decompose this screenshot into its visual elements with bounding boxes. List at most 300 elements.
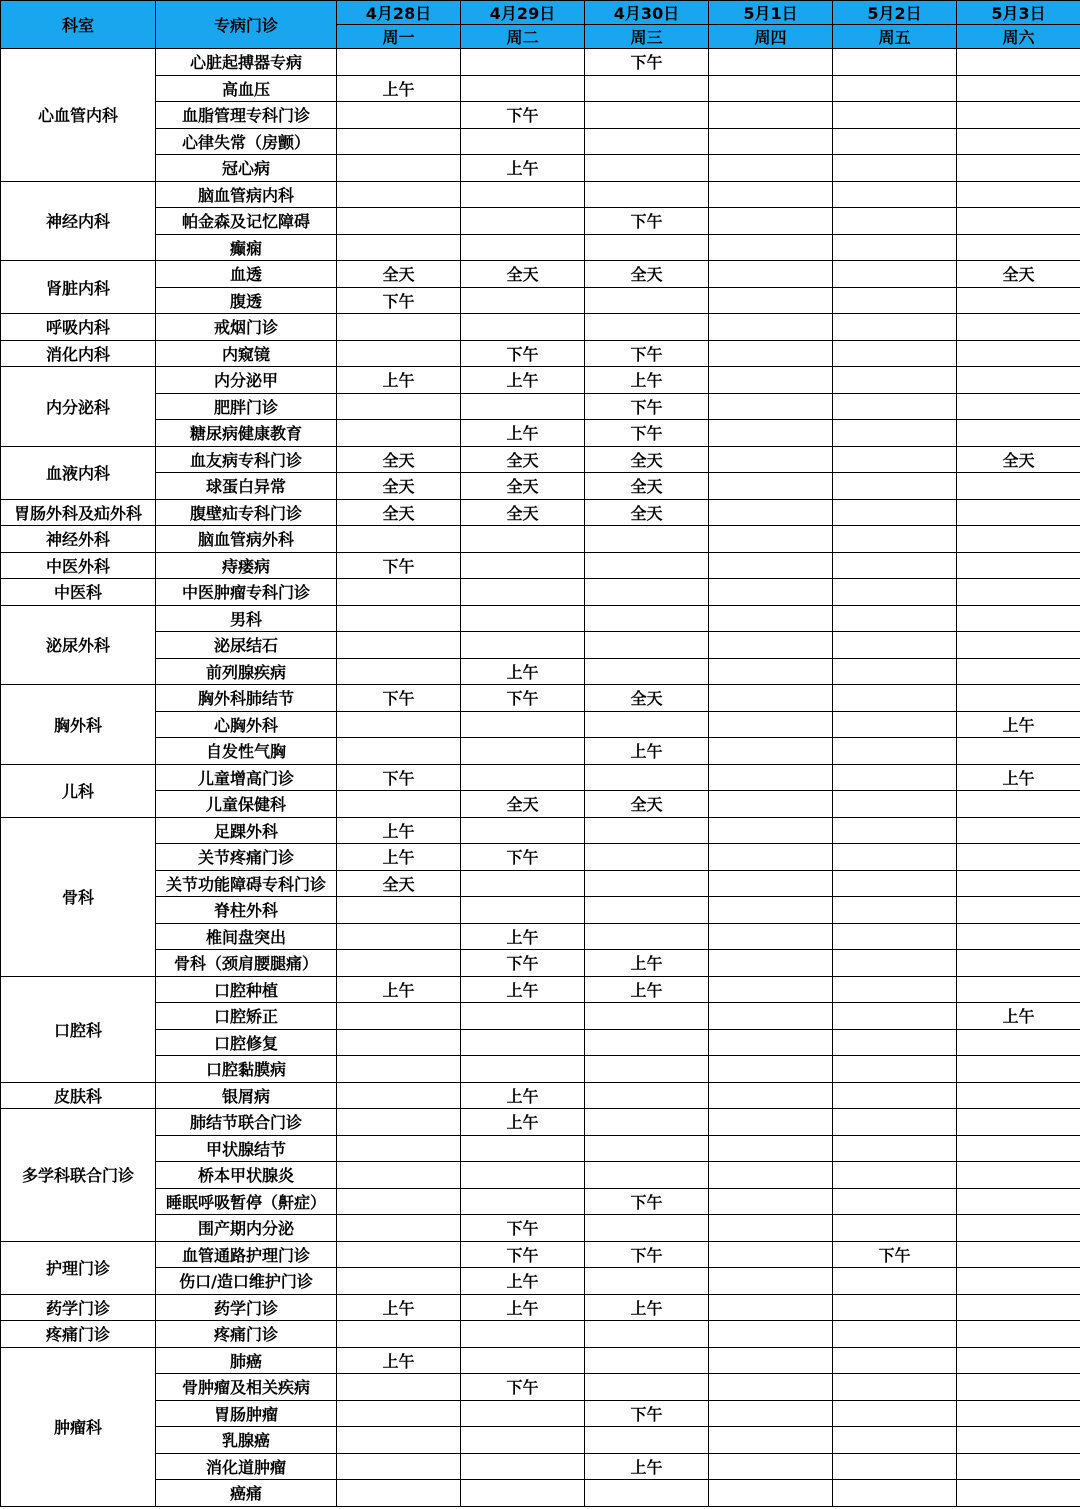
schedule-slot-cell [957,1162,1080,1189]
department-cell: 血液内科 [1,446,156,499]
clinic-cell: 糖尿病健康教育 [156,420,337,447]
schedule-slot-cell: 下午 [461,685,585,712]
schedule-slot-cell: 上午 [585,1294,709,1321]
schedule-slot-cell [461,897,585,924]
schedule-slot-cell [709,526,833,553]
table-row [1,1480,1080,1507]
schedule-slot-cell: 上午 [461,1294,585,1321]
schedule-slot-cell [461,234,585,261]
schedule-slot-cell: 下午 [585,340,709,367]
clinic-cell: 血透 [156,261,337,288]
schedule-slot-cell [461,1188,585,1215]
schedule-slot-cell: 上午 [585,1453,709,1480]
schedule-slot-cell [709,711,833,738]
schedule-slot-cell [585,1003,709,1030]
schedule-slot-cell [709,208,833,235]
schedule-slot-cell: 全天 [337,499,461,526]
schedule-slot-cell [957,685,1080,712]
schedule-slot-cell: 上午 [461,155,585,182]
table-row [1,1241,1080,1268]
schedule-slot-cell [709,579,833,606]
table-row [1,181,1080,208]
schedule-slot-cell [957,1135,1080,1162]
table-row [1,1082,1080,1109]
schedule-slot-cell [957,1347,1080,1374]
schedule-slot-cell: 全天 [461,473,585,500]
schedule-slot-cell [833,1082,957,1109]
schedule-slot-cell [337,1480,461,1507]
schedule-slot-cell: 上午 [461,420,585,447]
schedule-slot-cell: 上午 [337,1294,461,1321]
schedule-slot-cell [585,1347,709,1374]
table-row [1,1268,1080,1295]
clinic-cell: 肥胖门诊 [156,393,337,420]
schedule-slot-cell [833,1347,957,1374]
table-header [1,1,1080,49]
schedule-slot-cell [461,1347,585,1374]
schedule-slot-cell [833,1268,957,1295]
schedule-slot-cell [709,1241,833,1268]
clinic-cell: 乳腺癌 [156,1427,337,1454]
schedule-slot-cell [337,181,461,208]
clinic-cell: 消化道肿瘤 [156,1453,337,1480]
schedule-slot-cell [585,314,709,341]
schedule-slot-cell [833,817,957,844]
clinic-cell: 桥本甲状腺炎 [156,1162,337,1189]
clinic-cell: 脊柱外科 [156,897,337,924]
date-header: 4月28日 [337,1,461,25]
schedule-slot-cell: 下午 [461,340,585,367]
schedule-slot-cell [461,208,585,235]
clinic-cell: 儿童增高门诊 [156,764,337,791]
schedule-slot-cell [461,605,585,632]
schedule-slot-cell [337,791,461,818]
schedule-slot-cell [461,764,585,791]
schedule-slot-cell [833,658,957,685]
schedule-slot-cell [337,1056,461,1083]
schedule-slot-cell: 下午 [585,393,709,420]
table-row [1,579,1080,606]
schedule-slot-cell: 下午 [585,49,709,76]
clinic-cell: 自发性气胸 [156,738,337,765]
table-row [1,950,1080,977]
schedule-slot-cell [585,1056,709,1083]
date-header: 5月1日 [709,1,833,25]
schedule-slot-cell [585,870,709,897]
schedule-slot-cell [461,1480,585,1507]
schedule-slot-cell [709,976,833,1003]
schedule-slot-cell [461,738,585,765]
schedule-slot-cell [709,102,833,129]
schedule-slot-cell [833,764,957,791]
department-cell: 内分泌科 [1,367,156,447]
department-cell: 肿瘤科 [1,1347,156,1506]
schedule-slot-cell [585,155,709,182]
schedule-slot-cell: 上午 [337,976,461,1003]
schedule-slot-cell [833,314,957,341]
schedule-slot-cell [337,155,461,182]
department-cell: 药学门诊 [1,1294,156,1321]
clinic-cell: 椎间盘突出 [156,923,337,950]
schedule-slot-cell [957,234,1080,261]
schedule-body [1,49,1080,1507]
schedule-slot-cell: 上午 [585,738,709,765]
table-row [1,446,1080,473]
schedule-slot-cell [957,817,1080,844]
schedule-slot-cell [833,1135,957,1162]
schedule-slot-cell [709,367,833,394]
schedule-slot-cell [957,1453,1080,1480]
schedule-slot-cell [585,711,709,738]
schedule-slot-cell [833,1215,957,1242]
table-row [1,1188,1080,1215]
department-cell: 骨科 [1,817,156,976]
schedule-slot-cell: 下午 [461,102,585,129]
schedule-slot-cell [709,950,833,977]
schedule-slot-cell [337,658,461,685]
clinic-cell: 胃肠肿瘤 [156,1400,337,1427]
schedule-slot-cell [833,1109,957,1136]
clinic-cell: 内窥镜 [156,340,337,367]
schedule-slot-cell: 上午 [337,1347,461,1374]
table-row [1,711,1080,738]
schedule-slot-cell: 下午 [337,685,461,712]
schedule-slot-cell [337,579,461,606]
schedule-slot-cell [585,923,709,950]
table-row [1,75,1080,102]
table-row [1,897,1080,924]
clinic-cell: 帕金森及记忆障碍 [156,208,337,235]
clinic-cell: 口腔种植 [156,976,337,1003]
date-header: 4月30日 [585,1,709,25]
schedule-slot-cell [957,499,1080,526]
schedule-slot-cell [833,1374,957,1401]
schedule-slot-cell [337,1374,461,1401]
schedule-slot-cell [337,208,461,235]
schedule-slot-cell [957,473,1080,500]
schedule-slot-cell [957,128,1080,155]
table-row [1,1135,1080,1162]
clinic-cell: 脑血管病内科 [156,181,337,208]
clinic-cell: 脑血管病外科 [156,526,337,553]
schedule-slot-cell [585,658,709,685]
schedule-slot-cell [461,287,585,314]
clinic-cell: 骨科（颈肩腰腿痛） [156,950,337,977]
department-cell: 中医科 [1,579,156,606]
schedule-slot-cell [833,1427,957,1454]
table-row [1,49,1080,76]
clinic-cell: 腹透 [156,287,337,314]
schedule-slot-cell: 下午 [585,1241,709,1268]
table-row [1,155,1080,182]
clinic-cell: 癫痫 [156,234,337,261]
schedule-slot-cell [585,1135,709,1162]
schedule-slot-cell [709,1374,833,1401]
table-row [1,420,1080,447]
schedule-slot-cell: 全天 [461,446,585,473]
department-cell: 胃肠外科及疝外科 [1,499,156,526]
schedule-slot-cell: 下午 [833,1241,957,1268]
schedule-slot-cell [337,1029,461,1056]
schedule-slot-cell [833,1294,957,1321]
weekday-header: 周四 [709,25,833,49]
schedule-slot-cell [585,632,709,659]
schedule-slot-cell: 全天 [957,446,1080,473]
schedule-slot-cell [709,1321,833,1348]
clinic-cell: 中医肿瘤专科门诊 [156,579,337,606]
schedule-slot-cell: 全天 [957,261,1080,288]
schedule-slot-cell [585,1215,709,1242]
schedule-slot-cell [461,1321,585,1348]
schedule-slot-cell [833,1453,957,1480]
schedule-slot-cell [337,897,461,924]
table-row [1,128,1080,155]
schedule-slot-cell [833,181,957,208]
schedule-slot-cell: 上午 [461,976,585,1003]
clinic-cell: 银屑病 [156,1082,337,1109]
schedule-slot-cell [957,897,1080,924]
table-row [1,976,1080,1003]
schedule-slot-cell [957,287,1080,314]
schedule-slot-cell [709,1188,833,1215]
schedule-slot-cell [957,658,1080,685]
date-header: 5月3日 [957,1,1080,25]
clinic-cell: 骨肿瘤及相关疾病 [156,1374,337,1401]
department-cell: 神经内科 [1,181,156,261]
schedule-slot-cell [461,75,585,102]
schedule-slot-cell [709,393,833,420]
schedule-slot-cell [957,1294,1080,1321]
clinic-cell: 高血压 [156,75,337,102]
schedule-slot-cell [709,446,833,473]
schedule-slot-cell: 上午 [337,844,461,871]
schedule-slot-cell [461,817,585,844]
schedule-slot-cell: 全天 [585,685,709,712]
schedule-slot-cell [833,261,957,288]
schedule-slot-cell: 上午 [957,1003,1080,1030]
schedule-slot-cell [585,102,709,129]
schedule-slot-cell [585,181,709,208]
schedule-slot-cell: 下午 [585,1188,709,1215]
schedule-slot-cell [585,579,709,606]
schedule-slot-cell [957,393,1080,420]
table-row [1,1003,1080,1030]
schedule-slot-cell [957,1374,1080,1401]
schedule-slot-cell [337,128,461,155]
schedule-slot-cell [337,632,461,659]
clinic-cell: 足踝外科 [156,817,337,844]
schedule-slot-cell [833,976,957,1003]
department-cell: 胸外科 [1,685,156,765]
schedule-slot-cell [709,155,833,182]
schedule-slot-cell [833,287,957,314]
department-cell: 多学科联合门诊 [1,1109,156,1242]
department-cell: 神经外科 [1,526,156,553]
schedule-slot-cell [585,526,709,553]
weekday-header: 周二 [461,25,585,49]
schedule-slot-cell: 上午 [461,923,585,950]
department-cell: 口腔科 [1,976,156,1082]
table-row [1,605,1080,632]
schedule-slot-cell [833,552,957,579]
schedule-slot-cell [337,1241,461,1268]
clinic-cell: 内分泌甲 [156,367,337,394]
schedule-slot-cell: 下午 [461,950,585,977]
schedule-slot-cell [833,1188,957,1215]
schedule-slot-cell [957,1268,1080,1295]
schedule-slot-cell [585,605,709,632]
schedule-slot-cell: 上午 [461,658,585,685]
schedule-slot-cell [957,605,1080,632]
schedule-slot-cell [585,1427,709,1454]
table-row [1,632,1080,659]
schedule-slot-cell [833,950,957,977]
schedule-slot-cell: 全天 [337,473,461,500]
table-row [1,870,1080,897]
table-row [1,1400,1080,1427]
table-row [1,817,1080,844]
schedule-slot-cell [337,49,461,76]
schedule-slot-cell [461,579,585,606]
schedule-slot-cell [709,420,833,447]
schedule-slot-cell [957,1480,1080,1507]
clinic-cell: 疼痛门诊 [156,1321,337,1348]
weekday-header: 周六 [957,25,1080,49]
table-row [1,1427,1080,1454]
schedule-slot-cell: 上午 [461,1109,585,1136]
department-cell: 心血管内科 [1,49,156,182]
date-header: 4月29日 [461,1,585,25]
schedule-slot-cell [833,1162,957,1189]
schedule-slot-cell [461,314,585,341]
schedule-slot-cell [833,1480,957,1507]
schedule-slot-cell [709,473,833,500]
schedule-slot-cell [461,526,585,553]
clinic-column-header: 专病门诊 [156,1,337,49]
schedule-slot-cell [461,181,585,208]
schedule-slot-cell: 下午 [585,1400,709,1427]
table-row [1,1029,1080,1056]
clinic-cell: 甲状腺结节 [156,1135,337,1162]
schedule-slot-cell [709,764,833,791]
table-row [1,1453,1080,1480]
schedule-slot-cell: 上午 [585,367,709,394]
table-row [1,499,1080,526]
schedule-slot-cell [709,844,833,871]
schedule-slot-cell [709,128,833,155]
schedule-slot-cell: 下午 [337,552,461,579]
schedule-slot-cell [709,552,833,579]
schedule-slot-cell [833,791,957,818]
schedule-slot-cell: 上午 [461,1268,585,1295]
schedule-slot-cell [957,738,1080,765]
clinic-cell: 口腔修复 [156,1029,337,1056]
schedule-slot-cell [833,128,957,155]
schedule-slot-cell [709,685,833,712]
schedule-slot-cell [709,1056,833,1083]
schedule-slot-cell [957,976,1080,1003]
schedule-slot-cell [337,1400,461,1427]
clinic-cell: 口腔矫正 [156,1003,337,1030]
schedule-slot-cell [585,287,709,314]
table-row [1,1109,1080,1136]
schedule-slot-cell [833,420,957,447]
schedule-slot-cell [585,1109,709,1136]
schedule-slot-cell [585,817,709,844]
schedule-slot-cell [461,552,585,579]
table-row [1,764,1080,791]
schedule-slot-cell [709,287,833,314]
schedule-slot-cell [833,446,957,473]
schedule-slot-cell: 全天 [337,261,461,288]
schedule-slot-cell [957,1400,1080,1427]
schedule-slot-cell [709,1294,833,1321]
schedule-slot-cell [709,1003,833,1030]
schedule-slot-cell [461,1135,585,1162]
schedule-slot-cell [709,632,833,659]
schedule-slot-cell [833,870,957,897]
clinic-cell: 戒烟门诊 [156,314,337,341]
schedule-slot-cell [337,1082,461,1109]
schedule-slot-cell [709,1109,833,1136]
schedule-slot-cell [585,1162,709,1189]
table-row [1,1162,1080,1189]
department-cell: 疼痛门诊 [1,1321,156,1348]
department-cell: 中医外科 [1,552,156,579]
schedule-slot-cell [461,1400,585,1427]
schedule-slot-cell: 全天 [585,473,709,500]
schedule-slot-cell [833,844,957,871]
table-row [1,1056,1080,1083]
schedule-slot-cell [957,340,1080,367]
schedule-slot-cell [585,897,709,924]
schedule-slot-cell [833,897,957,924]
weekday-header: 周三 [585,25,709,49]
table-row [1,923,1080,950]
schedule-slot-cell [709,1215,833,1242]
clinic-cell: 儿童保健科 [156,791,337,818]
schedule-slot-cell [585,1029,709,1056]
schedule-slot-cell [833,1400,957,1427]
schedule-slot-cell [337,393,461,420]
schedule-slot-cell [337,1268,461,1295]
schedule-slot-cell [833,579,957,606]
table-row [1,1347,1080,1374]
clinic-cell: 胸外科肺结节 [156,685,337,712]
schedule-slot-cell [585,1480,709,1507]
schedule-slot-cell [709,181,833,208]
schedule-slot-cell: 上午 [461,367,585,394]
schedule-slot-cell [461,870,585,897]
schedule-slot-cell [833,340,957,367]
schedule-slot-cell [337,102,461,129]
schedule-slot-cell: 上午 [337,367,461,394]
table-row [1,287,1080,314]
schedule-slot-cell [585,764,709,791]
schedule-slot-cell [957,102,1080,129]
schedule-slot-cell [957,314,1080,341]
schedule-slot-cell [709,314,833,341]
schedule-slot-cell [337,1109,461,1136]
clinic-cell: 球蛋白异常 [156,473,337,500]
schedule-slot-cell [337,234,461,261]
clinic-cell: 泌尿结石 [156,632,337,659]
department-cell: 皮肤科 [1,1082,156,1109]
table-row [1,552,1080,579]
schedule-slot-cell [709,791,833,818]
schedule-slot-cell [709,1347,833,1374]
schedule-slot-cell [833,1029,957,1056]
